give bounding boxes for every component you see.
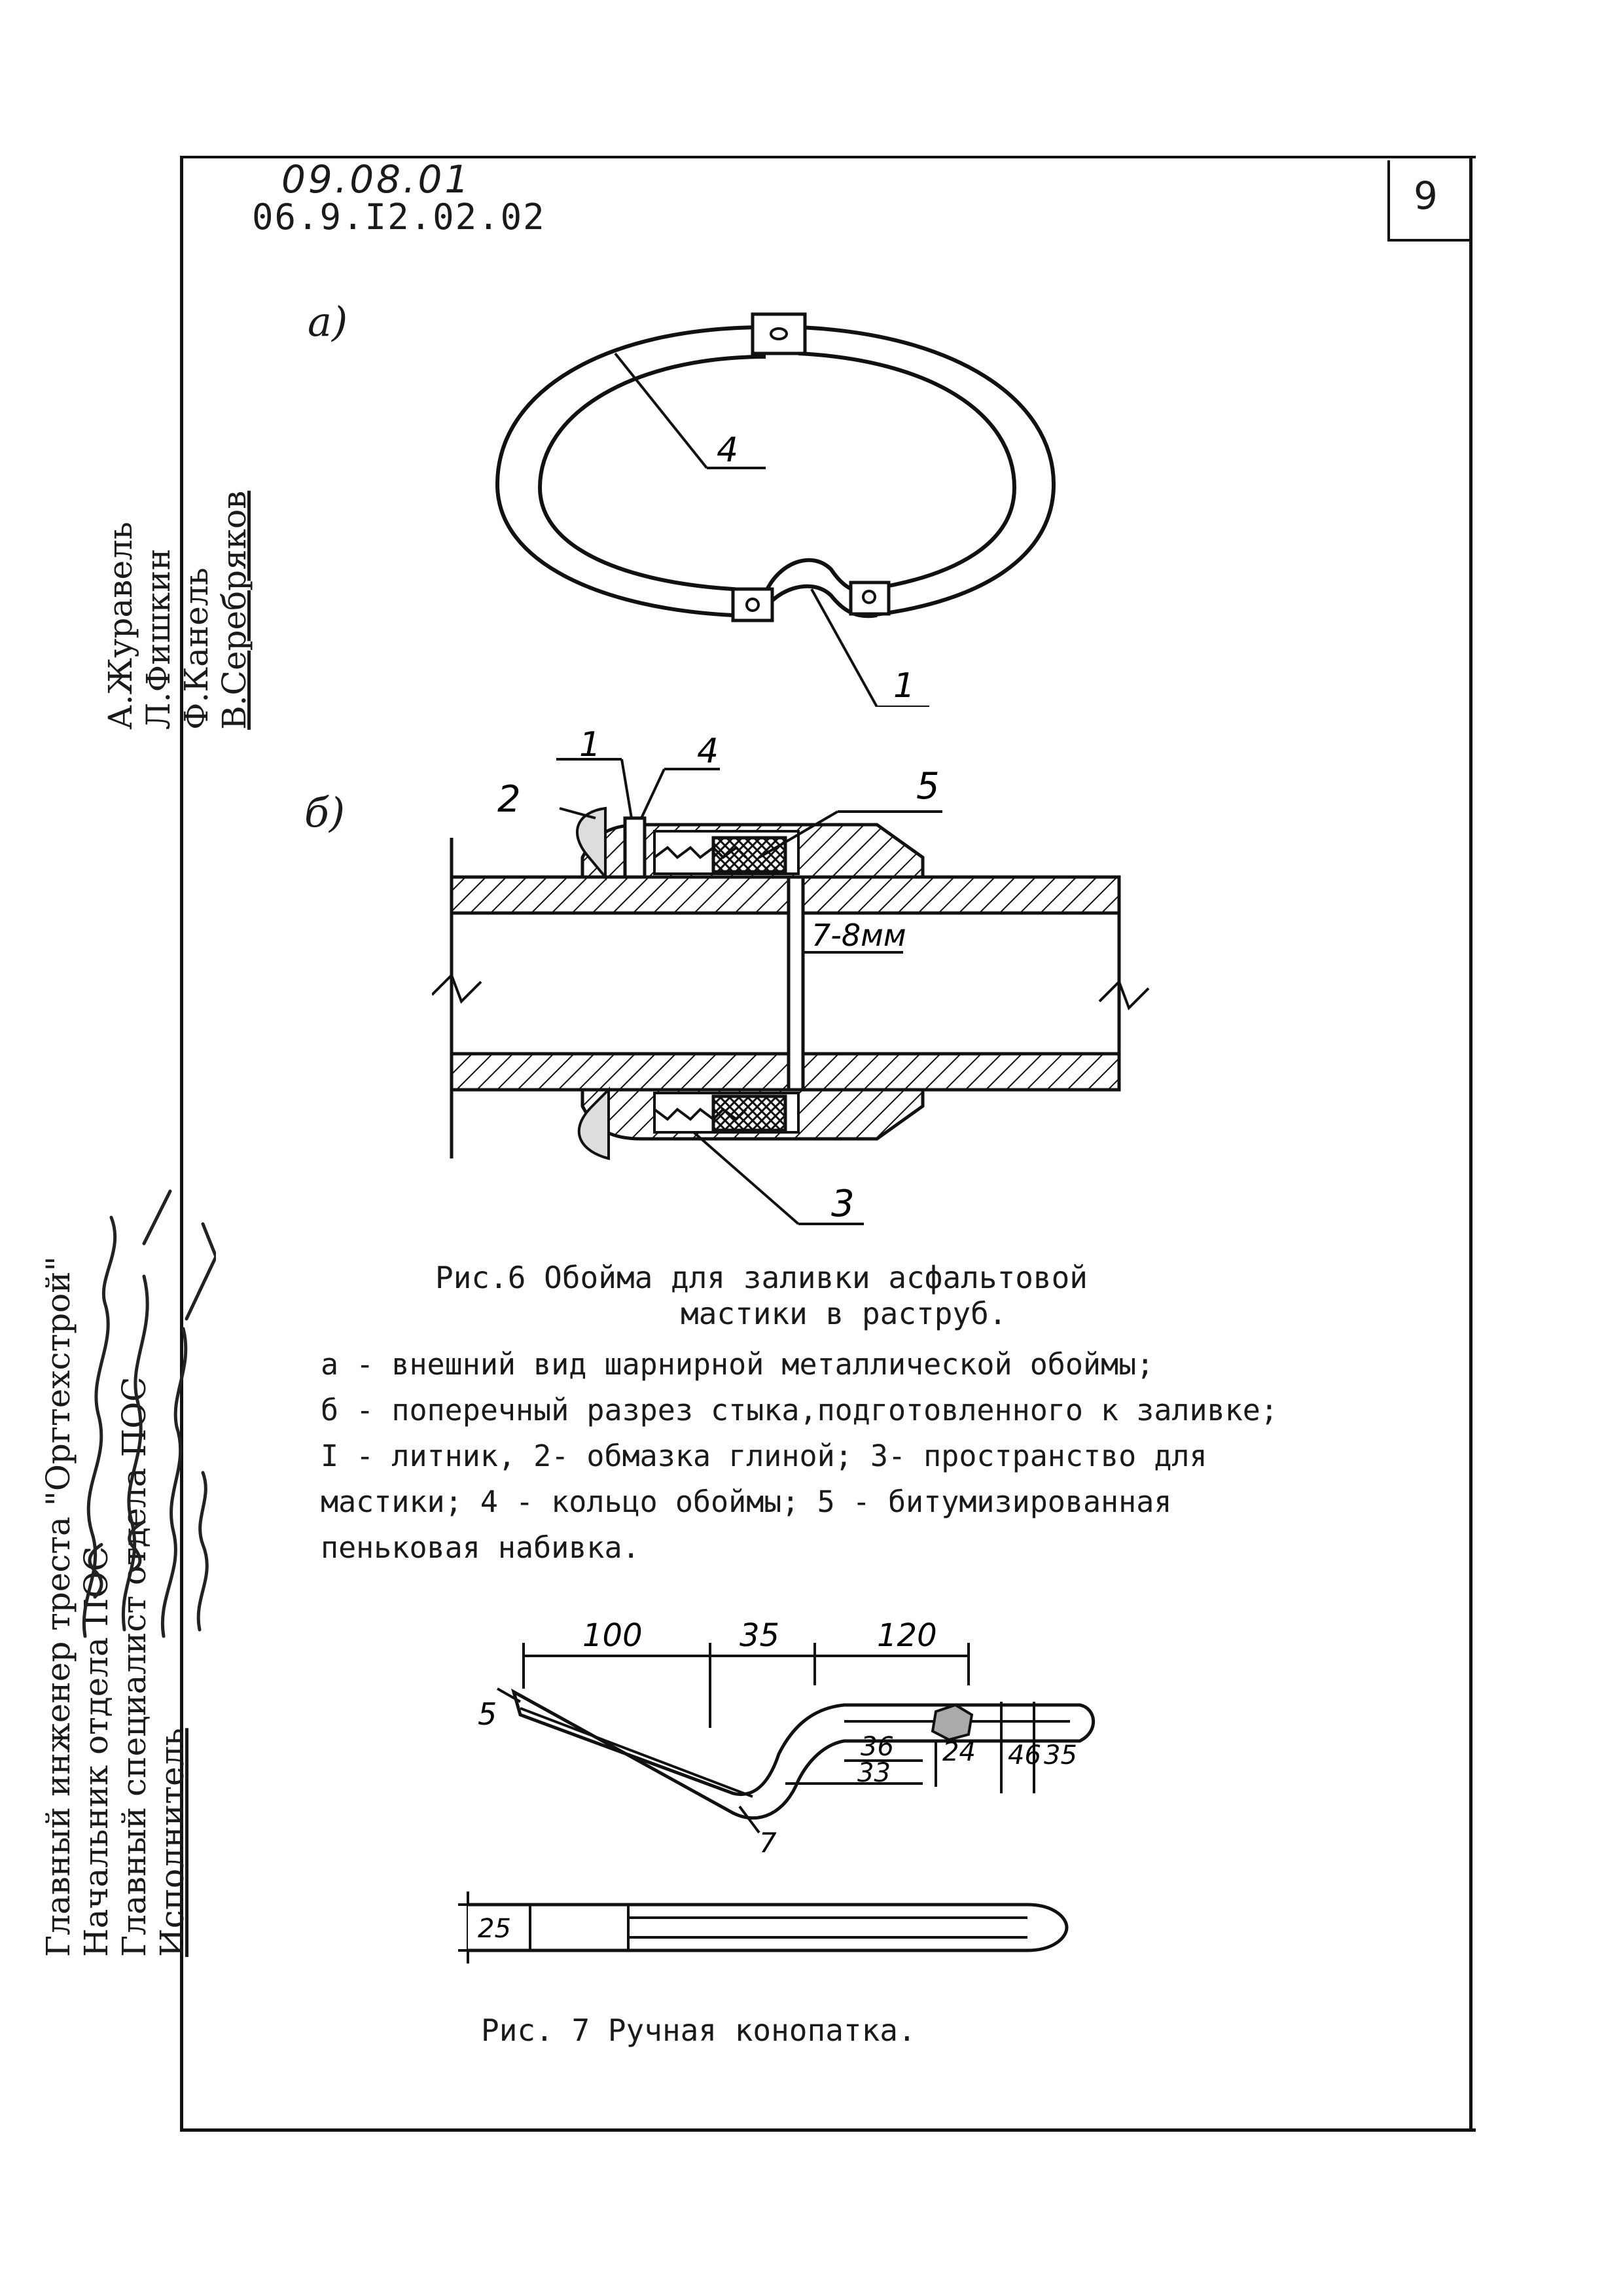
callout-4a: 4	[717, 431, 739, 470]
caulking-tool-drawing	[452, 1597, 1145, 1990]
fig6-caption-line2: мастики в раструб.	[681, 1296, 1007, 1331]
name-2: Л.Фишкин	[139, 548, 177, 730]
handwritten-code: 09.08.01	[281, 157, 472, 202]
legend-line: мастики; 4 - кольцо обоймы; 5 - битумизированная	[321, 1484, 1172, 1519]
callout-1b: 1	[579, 726, 601, 764]
callout-4b: 4	[697, 732, 719, 771]
name-1: А.Журавель	[101, 522, 139, 730]
dim-25: 25	[478, 1914, 511, 1944]
clamp-ring-drawing	[458, 301, 1113, 707]
role-1: Главный инженер треста "Оргтехстрой"	[39, 1256, 77, 1957]
dim-120: 120	[877, 1617, 937, 1654]
legend-line: I - литник, 2- обмазка глиной; 3- пространство для	[321, 1439, 1207, 1473]
hinge-plate-bottom-left	[733, 589, 772, 620]
page-number: 9	[1414, 173, 1438, 218]
name-4: В.Серебряков	[215, 490, 253, 730]
hinge-plate-bottom-right	[851, 583, 889, 614]
fig7-caption: Рис. 7 Ручная конопатка.	[481, 2013, 916, 2048]
name-3: Ф.Канель	[177, 567, 215, 730]
dim-5: 5	[478, 1696, 497, 1732]
role-2: Начальник отдела ПОС	[77, 1546, 115, 1957]
dim-24: 24	[942, 1737, 976, 1767]
legend-line: пеньковая набивка.	[321, 1530, 640, 1565]
dim-35: 35	[740, 1617, 780, 1654]
legend-line: б - поперечный разрез стыка,подготовленного к заливке;	[321, 1393, 1278, 1427]
callout-1a: 1	[893, 666, 916, 706]
legend-line: а - внешний вид шарнирной металлической обоймы;	[321, 1347, 1154, 1382]
callout-2: 2	[497, 778, 521, 821]
callout-5: 5	[916, 765, 940, 808]
label-b: б)	[304, 789, 346, 836]
document-code: 06.9.I2.02.02	[252, 196, 546, 238]
role-3: Главный специалист отдела ПОС	[115, 1376, 153, 1957]
callout-3: 3	[831, 1183, 855, 1225]
fig6-legend	[321, 1342, 1466, 1571]
hinge-plate-top	[753, 314, 805, 353]
dim-36: 36	[861, 1732, 894, 1762]
dim-100: 100	[582, 1617, 643, 1654]
signatures	[65, 1178, 216, 1649]
gap-dimension: 7-8мм	[812, 918, 906, 953]
joint-section-drawing	[432, 726, 1152, 1244]
approval-names	[101, 491, 253, 730]
label-a: а)	[308, 298, 348, 346]
frame-right-border	[1469, 156, 1472, 2129]
role-4: Исполнитель	[153, 1728, 191, 1957]
dim-46: 46	[1008, 1740, 1041, 1770]
dim-35b: 35	[1044, 1740, 1077, 1770]
dim-7: 7	[759, 1827, 777, 1859]
fig6-caption-line1: Рис.6 Обойма для заливки асфальтовой	[435, 1260, 1088, 1295]
dim-33: 33	[857, 1758, 891, 1788]
